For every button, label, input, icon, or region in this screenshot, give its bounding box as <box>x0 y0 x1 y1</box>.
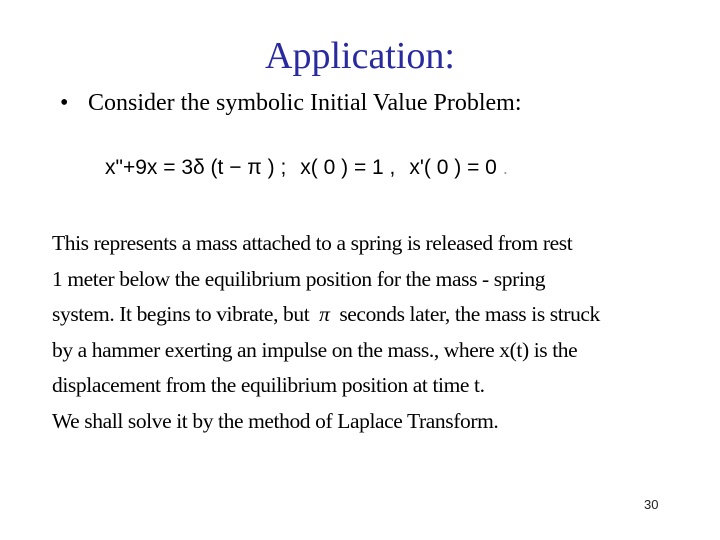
equation-period: . <box>502 158 508 178</box>
paragraph-line: by a hammer exerting an impulse on the mass., where x(t) is the <box>52 337 578 362</box>
page-number: 30 <box>644 497 659 512</box>
initial-condition-1: x( 0 ) = 1 , <box>300 156 396 179</box>
bullet-item <box>60 90 522 117</box>
slide-title: Application: <box>265 35 455 77</box>
paragraph-line: displacement from the equilibrium position at time t. <box>52 373 485 397</box>
paragraph-line: 1 meter below the equilibrium position for the mass - spring <box>52 266 546 291</box>
paragraph-fragment: system. It begins to vibrate, but <box>52 302 310 326</box>
paragraph-line <box>52 297 692 333</box>
bullet-text: Consider the symbolic Initial Value Problem: <box>88 90 522 116</box>
bullet-marker: • <box>60 90 69 116</box>
initial-value-equation <box>105 156 508 180</box>
problem-description <box>52 226 692 439</box>
initial-condition-2: x'( 0 ) = 0 <box>409 156 497 179</box>
pi-symbol: π <box>319 302 330 326</box>
paragraph-fragment: seconds later, the mass is struck <box>339 302 600 326</box>
ode-expression: x"+9x = 3δ (t − π ) ; <box>105 156 287 179</box>
paragraph-line: We shall solve it by the method of Laplace Transform. <box>52 408 499 433</box>
paragraph-line: This represents a mass attached to a spring is released from rest <box>52 231 573 255</box>
